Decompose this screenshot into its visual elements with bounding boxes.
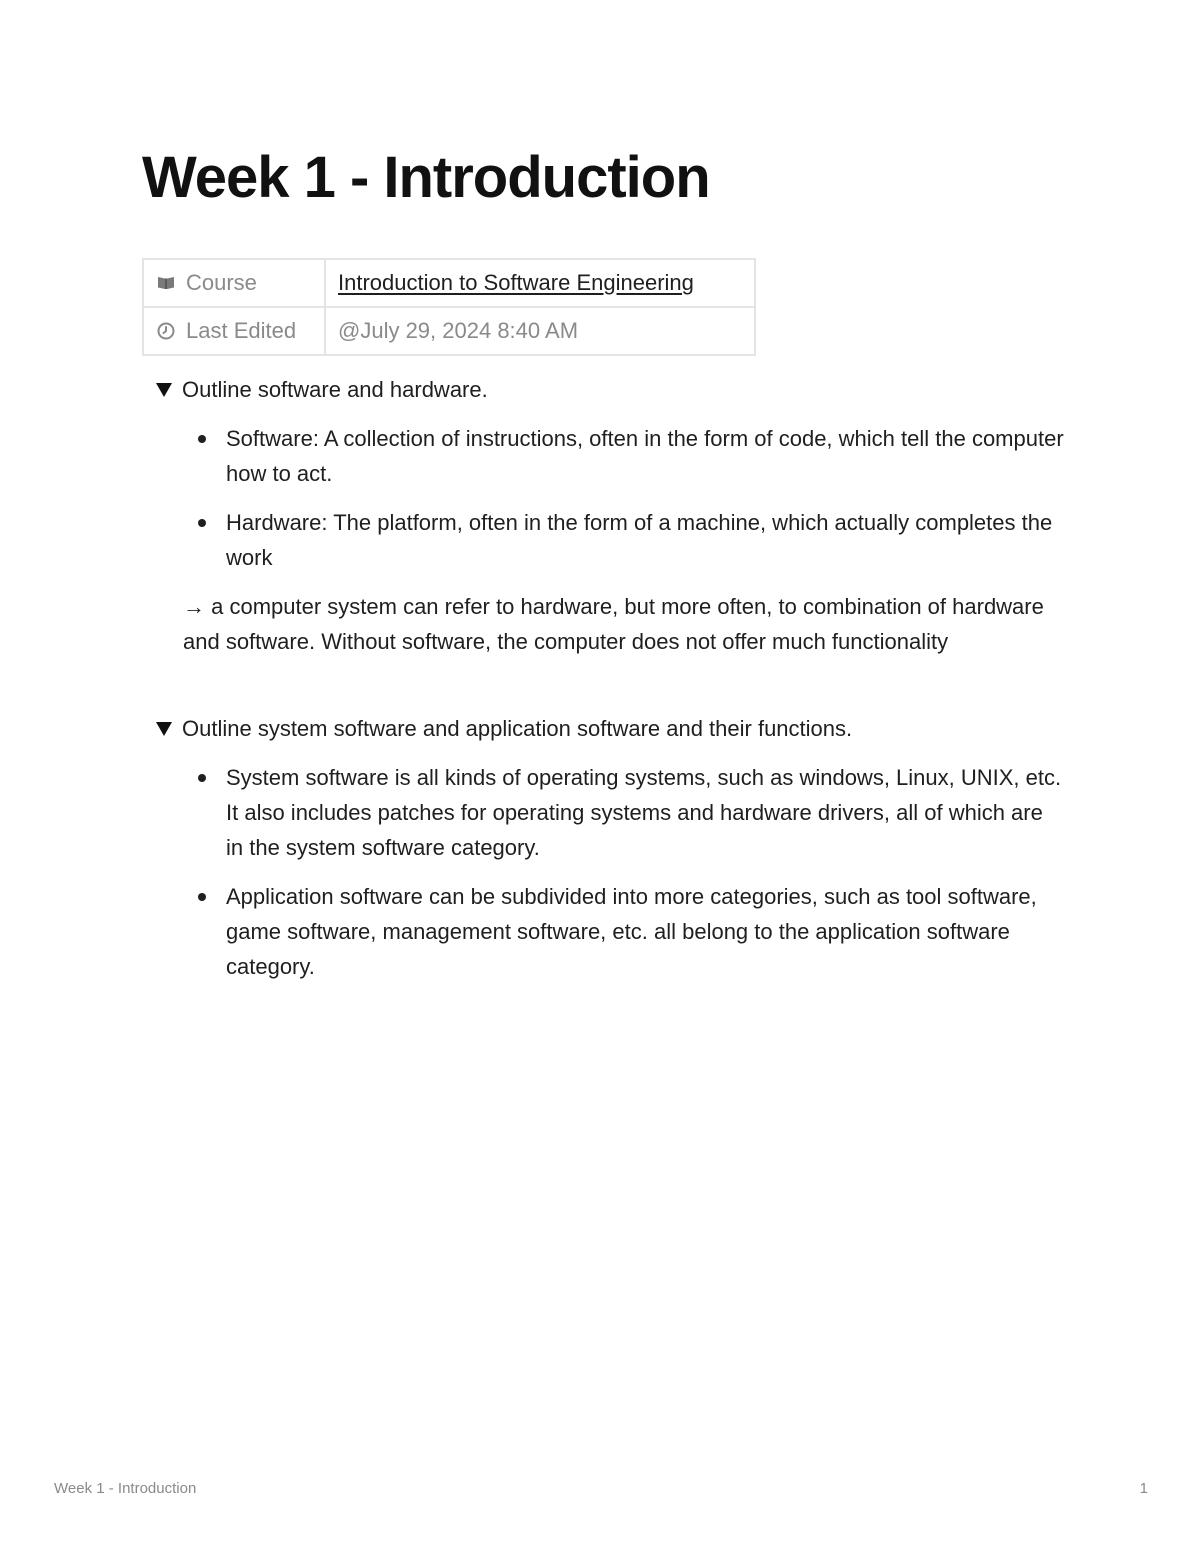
- toggle-block-system-application: [156, 711, 1066, 984]
- toggle-triangle-icon[interactable]: [156, 722, 172, 736]
- bullet-dot-icon: [198, 519, 206, 527]
- clock-icon: [156, 321, 176, 341]
- property-key-cell: [143, 259, 325, 307]
- list-item-text: System software is all kinds of operating systems, such as windows, Linux, UNIX, etc. It also includes patches for operating systems and hardware drivers, all of which are in the system software category.: [226, 765, 1062, 860]
- list-item: [156, 879, 1066, 984]
- page-number: 1: [1139, 1480, 1148, 1497]
- toggle-heading-text: Outline system software and application software and their functions.: [182, 716, 853, 741]
- property-key-course: Course: [186, 270, 257, 295]
- note-paragraph: → a computer system can refer to hardware, but more often, to combination of hardware and software. Without software, the computer does not offer much functionality: [183, 594, 1044, 654]
- property-row-last-edited: [143, 307, 755, 355]
- last-edited-date: @July 29, 2024 8:40 AM: [338, 318, 579, 343]
- list-item: [156, 760, 1066, 865]
- page-title: Week 1 - Introduction: [142, 145, 710, 210]
- property-key-last-edited: Last Edited: [186, 318, 297, 343]
- toggle-triangle-icon[interactable]: [156, 383, 172, 397]
- bullet-list: [156, 421, 1066, 575]
- toggle-heading-text: Outline software and hardware.: [182, 377, 488, 402]
- course-link[interactable]: Introduction to Software Engineering: [338, 270, 694, 295]
- list-item: [156, 505, 1066, 575]
- bullet-list: [156, 760, 1066, 984]
- list-item-text: Application software can be subdivided into more categories, such as tool software, game software, management software, etc. all belong to the application software category.: [226, 884, 1037, 979]
- book-icon: [156, 273, 176, 293]
- property-value-cell: [325, 307, 755, 355]
- toggle-block-software-hardware: [156, 372, 1066, 659]
- footer-title: Week 1 - Introduction: [54, 1480, 197, 1497]
- bullet-dot-icon: [198, 435, 206, 443]
- list-item-text: Hardware: The platform, often in the form of a machine, which actually completes the work: [226, 510, 1053, 570]
- property-row-course: [143, 259, 755, 307]
- property-value-cell: [325, 259, 755, 307]
- list-item-text: Software: A collection of instructions, often in the form of code, which tell the computer how to act.: [226, 426, 1064, 486]
- property-key-cell: [143, 307, 325, 355]
- toggle-heading[interactable]: [156, 372, 1066, 407]
- bullet-dot-icon: [198, 893, 206, 901]
- list-item: [156, 421, 1066, 491]
- bullet-dot-icon: [198, 774, 206, 782]
- properties-table: [142, 258, 756, 356]
- toggle-heading[interactable]: [156, 711, 1066, 746]
